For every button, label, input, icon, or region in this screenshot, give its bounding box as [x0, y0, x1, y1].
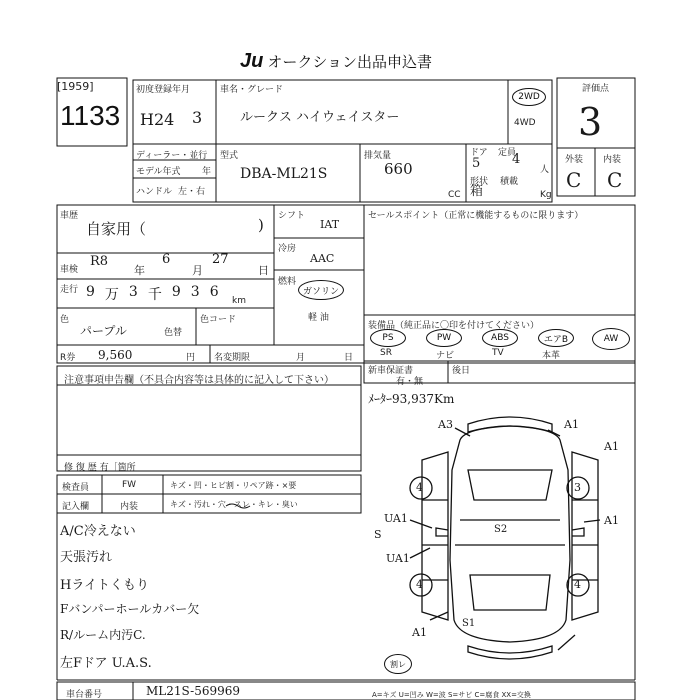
shape-value: 箱: [470, 184, 484, 199]
inspector-interior: 内装: [120, 502, 139, 512]
inspector-fw-options: キズ・凹・ヒビ割・リペア跡・×要: [170, 481, 297, 490]
inspector-fw: FW: [122, 480, 137, 490]
equipment-abs-label: ABS: [491, 333, 509, 343]
usage-close: ): [258, 216, 264, 234]
title-change-month: 月: [296, 353, 306, 363]
title-change-label: 名変期限: [214, 353, 251, 363]
mileage-digit: 3: [128, 284, 138, 300]
damage-mark: S: [374, 528, 382, 541]
inspection-era: R8: [90, 254, 109, 269]
grade-label: 評価点: [582, 84, 610, 94]
inspection-year-word: 年: [134, 264, 145, 277]
inspection-day-word: 日: [258, 264, 269, 277]
form-title: オークション出品申込書: [267, 53, 433, 71]
first-registration-month: 3: [192, 108, 203, 127]
inspection-day: 27: [212, 252, 229, 267]
inspector-label: 検査員: [62, 483, 90, 493]
inspection-month-word: 月: [192, 264, 203, 277]
drive-2wd-circle: [512, 88, 546, 106]
equipment-tv: TV: [492, 348, 504, 358]
handwritten-note: 左Fドア U.A.S.: [60, 656, 152, 671]
handwritten-note: A/C冷えない: [60, 524, 136, 539]
car-name-label: 車名・グレード: [220, 85, 284, 95]
equipment-airbag-label: エアB: [543, 334, 569, 345]
legend: A=キズ U=凹み W=波 S=サビ C=腐食 XX=交換: [372, 691, 531, 699]
aircon-label: 冷房: [278, 244, 297, 254]
car-name-value: ルークス ハイウェイスター: [240, 110, 400, 125]
load-label: 積載: [500, 177, 519, 187]
capacity-unit: 人: [540, 165, 550, 175]
shape-label: 形状: [470, 177, 489, 187]
drive-2wd: 2WD: [518, 92, 540, 102]
mileage-digit: 9: [86, 284, 95, 300]
aircon-value: AAC: [310, 252, 335, 265]
usage-value: 自家用（: [86, 220, 147, 238]
mileage-digit: 千: [147, 287, 162, 303]
form-code: [1959]: [57, 80, 94, 93]
mileage-digit: 9: [171, 284, 181, 300]
notes-label: 注意事項申告欄（不具合内容等は具体的に記入して下さい）: [64, 375, 334, 386]
first-registration-year: H24: [140, 110, 175, 129]
recycle-value: 9,560: [98, 348, 133, 362]
shift-label: シフト: [278, 211, 306, 221]
damage-mark: A1: [604, 514, 619, 527]
doors-value: 5: [472, 156, 481, 171]
damage-mark: UA1: [384, 512, 408, 525]
model-year-suffix: 年: [202, 167, 212, 177]
entry-label: 記入欄: [62, 502, 90, 512]
mileage-digit: 3: [190, 284, 200, 300]
fuel-circle: [298, 280, 344, 300]
chassis-value: ML21S-569969: [146, 684, 241, 698]
repair-history-label: 修 復 歴 有［箇所: [64, 463, 136, 473]
warranty-values: 有・無: [396, 377, 424, 387]
equipment-ps: [370, 329, 406, 347]
equipment-pw-label: PW: [436, 333, 452, 343]
color-swap-label: 色替: [164, 328, 183, 338]
model-type-value: DBA-ML21S: [240, 166, 328, 182]
interior-label: 内装: [603, 155, 622, 165]
capacity-label: 定員: [498, 148, 517, 158]
handwritten-note: Fバンパーホールカバー欠: [60, 602, 200, 616]
equipment-label: 装備品（純正品に〇印を付けてください）: [368, 321, 540, 331]
title-change-day: 日: [344, 353, 354, 363]
car-diagram: [410, 417, 600, 659]
dealer-label: ディーラー・並行: [136, 151, 208, 161]
equipment-leather: 本革: [542, 351, 561, 361]
color-value: パープル: [80, 324, 127, 338]
inspection-month: 6: [162, 252, 171, 267]
fuel-label: 燃料: [278, 277, 297, 287]
damage-circle: [384, 654, 412, 674]
exterior-label: 外装: [565, 155, 584, 165]
equipment-navi: ナビ: [436, 351, 455, 361]
doors-label: ドア: [470, 148, 488, 158]
chassis-label: 車台番号: [66, 690, 103, 700]
damage-mark: S2: [494, 524, 508, 535]
equipment-ps-label: PS: [382, 333, 394, 343]
handwritten-note: 天張汚れ: [60, 550, 113, 565]
first-registration-label: 初度登録年月: [136, 85, 191, 95]
drive-4wd: 4WD: [514, 118, 536, 128]
equipment-sr: SR: [380, 348, 392, 358]
shift-value: IAT: [320, 218, 340, 231]
damage-mark: 3: [574, 481, 581, 494]
displacement-value: 660: [384, 160, 413, 178]
warranty-after-label: 後日: [452, 366, 471, 376]
damage-mark: A1: [564, 418, 579, 431]
warranty-label: 新車保証書: [368, 366, 414, 376]
damage-mark: UA1: [386, 552, 410, 565]
fuel-value: ガソリン: [302, 286, 339, 297]
equipment-airbag: [538, 329, 574, 347]
mileage-unit: km: [232, 296, 246, 306]
mileage-label: 走行: [60, 285, 79, 295]
mileage-digit: 6: [209, 284, 219, 300]
form-header: [240, 50, 432, 73]
handwritten-note: R/ルーム内汚C.: [60, 628, 146, 642]
grade-value: 3: [578, 100, 603, 144]
equipment-abs: [482, 329, 518, 347]
capacity-value: 4: [512, 152, 521, 167]
equipment-aw-label: AW: [603, 334, 619, 344]
damage-mark: A1: [412, 626, 427, 639]
lot-number: 1133: [60, 100, 121, 131]
displacement-label: 排気量: [364, 151, 392, 161]
model-type-label: 型式: [220, 151, 239, 161]
handwritten-note: Hライトくもり: [60, 578, 149, 593]
interior-grade: C: [607, 168, 623, 192]
sales-point-label: セールスポイント（正常に機能するものに限ります）: [368, 211, 584, 221]
meter-note: ﾒｰﾀｰ93,937Km: [368, 392, 455, 406]
model-year-label: モデル年式: [136, 167, 181, 177]
exterior-grade: C: [566, 168, 582, 192]
handle-label: ハンドル: [136, 187, 173, 197]
displacement-unit: CC: [448, 190, 461, 200]
equipment-pw: [426, 329, 462, 347]
usage-label: 車歴: [60, 211, 79, 221]
inspection-label: 車検: [60, 265, 79, 275]
recycle-unit: 円: [186, 353, 196, 363]
handle-values: 左・右: [178, 187, 206, 197]
damage-mark: S1: [462, 618, 476, 629]
ju-logo: Ju: [240, 50, 264, 72]
damage-mark: 4: [416, 578, 423, 591]
load-unit: Kg: [540, 190, 552, 200]
mileage-digits: [86, 284, 219, 304]
inspector-interior-options: キズ・汚れ・穴・スレ・キレ・臭い: [170, 500, 298, 509]
equipment-aw: [592, 328, 630, 350]
mileage-digit: 万: [104, 287, 119, 303]
color-label: 色: [60, 315, 70, 325]
color-code-label: 色コード: [200, 315, 237, 325]
damage-mark: 4: [416, 481, 423, 494]
recycle-label: R券: [60, 353, 76, 363]
damage-mark: 4: [574, 578, 581, 591]
fuel-alt: 軽 油: [308, 313, 329, 323]
damage-mark: A1: [604, 440, 619, 453]
damage-mark: 割レ: [390, 659, 406, 669]
damage-mark: A3: [438, 418, 453, 431]
